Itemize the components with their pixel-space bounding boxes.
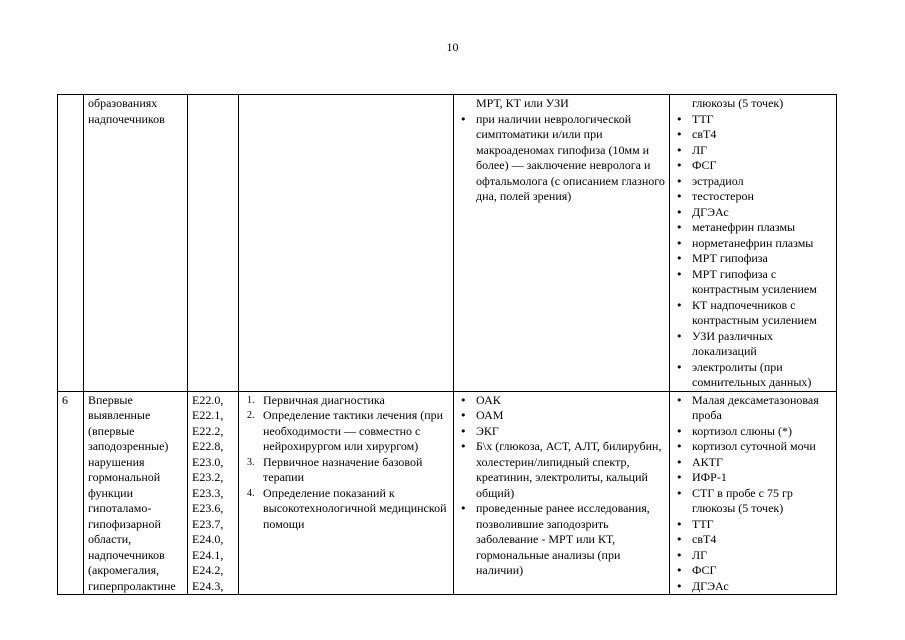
list-item: • ОАМ [458,408,666,424]
list-item: • ТТГ [674,112,833,128]
exam-list [458,393,666,579]
list-item: 3. Первичное назначение базовой терапии [247,454,423,484]
list-item: • ФСГ [674,563,833,579]
list-item: • АКТГ [674,455,833,471]
table-row [58,391,837,595]
icd-code-cell [188,95,239,392]
row-number-cell: 6 [58,391,84,595]
list-item: • Малая дексаметазоновая проба [674,393,833,424]
stages-cell [239,391,454,595]
list-item: • УЗИ различных локализаций [674,329,833,360]
condition-name: Впервые выявленные (впервые заподозренные) нарушения гормональной функции гипоталамо- гипофизарной области, надпочечников (акромегалия, гиперпролактине [88,392,176,593]
list-item: • Б\х (глюкоза, АСТ, АЛТ, билирубин, холестерин/липидный спектр, креатинин, электролиты, кальций общий) [458,439,666,501]
list-item: • свТ4 [674,127,833,143]
stages-cell [239,95,454,392]
table-row [58,95,837,392]
list-item: глюкозы (5 точек) [692,96,784,110]
list-item: • тестостерон [674,189,833,205]
condition-name-cell [84,95,188,392]
list-item: • электролиты (при сомнительных данных) [674,360,833,391]
list-item: • ДГЭАс [674,205,833,221]
exam-list [458,96,666,205]
medical-standards-table [57,94,837,595]
list-item: • МРТ гипофиза [674,251,833,267]
list-item: • ОАК [458,393,666,409]
icd-codes: E22.0, E22.1, E22.2, E22.8, E23.0, E23.2, E23.3, E23.6, E23.7, E24.0, E24.1, E24.2, E24.3, [192,392,224,593]
list-item: • проведенные ранее исследования, позволившие заподозрить заболевание - МРТ или КТ, гормональные анализы (при наличии) [458,501,666,579]
stages-list [243,393,450,533]
list-item: • норметанефрин плазмы [674,236,833,252]
row-number-cell [58,95,84,392]
icd-code-cell [188,391,239,595]
list-item: • кортизол суточной мочи [674,439,833,455]
list-item: 2. Определение тактики лечения (при необходимости — совместно с нейрохирургом или хирургом) [247,408,444,453]
list-item: • КТ надпочечников с контрастным усилением [674,298,833,329]
list-item: • СТГ в пробе с 75 гр глюкозы (5 точек) [674,486,833,517]
condition-name-cell [84,391,188,595]
condition-name: образованиях надпочечников [88,96,165,126]
list-item: • ИФР-1 [674,470,833,486]
list-item: • при наличии неврологической симптоматики и/или при макроаденомах гипофиза (10мм и более) — заключение невролога и офтальмолога (с описанием глазного дна, полей зрения) [458,112,666,205]
additional-exam-list [674,393,833,595]
list-item: • МРТ гипофиза с контрастным усилением [674,267,833,298]
list-item: • метанефрин плазмы [674,220,833,236]
list-item: • ФСГ [674,158,833,174]
list-item: 4. Определение показаний к высокотехнологичной медицинской помощи [247,485,447,531]
additional-exam-cell [670,95,837,392]
list-item: 1. Первичная диагностика [247,392,385,407]
list-item: • ТТГ [674,517,833,533]
exam-list-cell [454,95,670,392]
list-item: • эстрадиол [674,174,833,190]
list-item: • свТ4 [674,532,833,548]
list-item: • ЛГ [674,143,833,159]
exam-list-cell [454,391,670,595]
list-item: • ЛГ [674,548,833,564]
additional-exam-list [674,96,833,391]
list-item: МРТ, КТ или УЗИ [476,96,569,110]
list-item: • ЭКГ [458,424,666,440]
additional-exam-cell [670,391,837,595]
list-item: • ДГЭАс [674,579,833,595]
list-item: • кортизол слюны (*) [674,424,833,440]
page-number: 10 [446,40,459,54]
